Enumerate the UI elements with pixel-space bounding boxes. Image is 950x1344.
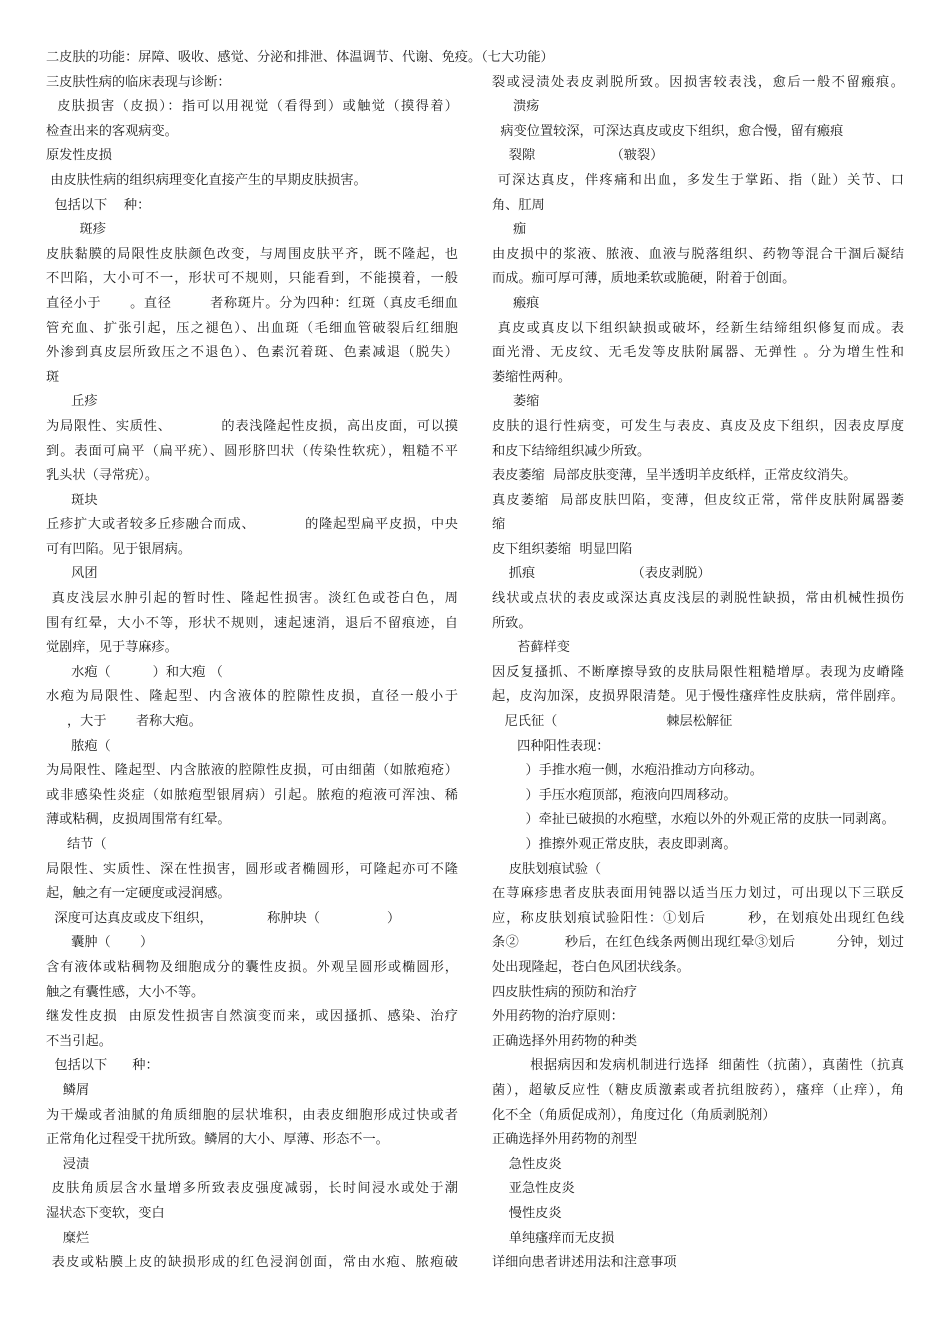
right-column-line: 皮下组织萎缩 明显凹陷 [492, 541, 633, 557]
left-column-line: 深度可达真皮或皮下组织， 称肿块（ ） [46, 910, 401, 926]
left-column-line: 包括以下 种： [46, 1058, 159, 1074]
right-column-line: 由皮损中的浆液、脓液、血液与脱落组织、药物等混合干涸后凝结 [492, 246, 904, 262]
right-column-line: 根据病因和发病机制进行选择 细菌性（抗菌），真菌性（抗真 [492, 1058, 904, 1074]
left-column-line: 可有凹陷。见于银屑病。 [46, 541, 192, 557]
left-column-line: 皮肤角质层含水量增多所致表皮强度减弱，长时间浸水或处于潮 [46, 1181, 458, 1197]
left-column-line: 原发性皮损 [46, 148, 112, 164]
right-column-line: 表皮萎缩 局部皮肤变薄，呈半透明羊皮纸样，正常皮纹消失。 [492, 468, 857, 484]
right-column-line: 病变位置较深，可深达真皮或皮下组织，愈合慢，留有瘢痕 [492, 123, 844, 139]
left-column-line: 或非感染性炎症（如脓疱型银屑病）引起。脓疱的疱液可浑浊、稀 [46, 787, 458, 803]
right-column-line: 应，称皮肤划痕试验阳性：①划后 秒，在划痕处出现红色线 [492, 910, 904, 926]
right-column-line: 正确选择外用药物的种类 [492, 1033, 638, 1049]
left-column-line: 风团 [46, 566, 98, 582]
right-column-line: ）推擦外观正常皮肤，表皮即剥离。 [492, 837, 737, 852]
right-column-line: 单纯瘙痒而无皮损 [492, 1230, 615, 1246]
right-column-line: 萎缩 [492, 394, 540, 410]
left-column-line: 不凹陷，大小可不一，形状可不规则，只能看到，不能摸着，一般 [46, 271, 458, 287]
right-column-line: 裂或浸渍处表皮剥脱所致。因损害较表浅，愈后一般不留瘢痕。 [492, 74, 904, 90]
left-column-line: 斑块 [46, 492, 98, 508]
left-column-line: 真皮浅层水肿引起的暂时性、隆起性损害。淡红色或苍白色，周 [46, 591, 458, 607]
right-column-line: 皮肤划痕试验（ [492, 861, 602, 877]
left-column-line: 湿状态下变软，变白 [46, 1205, 165, 1221]
left-column-line: 糜烂 [46, 1230, 90, 1246]
right-column-line: 四种阳性表现： [492, 738, 610, 754]
left-column-line: 为局限性、实质性、 的表浅隆起性皮损，高出皮面，可以摸 [46, 418, 458, 434]
left-column-line: 斑 [46, 369, 60, 385]
left-column-line: 由皮肤性病的组织病理变化直接产生的早期皮肤损害。 [46, 172, 367, 188]
left-column-line: 结节（ [46, 837, 107, 852]
left-column-line: 脓疱（ [46, 738, 111, 754]
right-column-line: 菌），超敏反应性（糖皮质激素或者抗组胺药），瘙痒（止痒），角 [492, 1082, 904, 1098]
left-column-line: 三皮肤性病的临床表现与诊断： [46, 74, 231, 90]
right-column-line: 面光滑、无皮纹、无毛发等皮肤附属器、无弹性 。分为增生性和 [492, 345, 904, 361]
right-column-line: ）手推水疱一侧，水疱沿推动方向移动。 [492, 763, 763, 779]
right-column-line: 详细向患者讲述用法和注意事项 [492, 1255, 677, 1271]
right-column-line: 苔藓样变 [492, 640, 570, 656]
left-column-line: 管充血、扩张引起，压之褪色）、出血斑（毛细血管破裂后红细胞 [46, 320, 458, 336]
left-column-line: 检查出来的客观病变。 [46, 123, 178, 139]
right-column-line: 和皮下结缔组织减少所致。 [492, 443, 651, 459]
left-column-line: 皮肤黏膜的局限性皮肤颜色改变，与周围皮肤平齐，既不隆起，也 [46, 246, 458, 262]
left-column-line: 围有红晕，大小不等，形状不规则，速起速消，退后不留痕迹，自 [46, 615, 458, 631]
right-column-line: 亚急性皮炎 [492, 1181, 575, 1197]
left-column-line: 丘疹扩大或者较多丘疹融合而成、 的隆起型扁平皮损，中央 [46, 517, 458, 533]
right-column-line: 因反复搔抓、不断摩擦导致的皮肤局限性粗糙增厚。表现为皮嵴隆 [492, 664, 904, 680]
right-column-line: 溃疡 [492, 99, 540, 115]
left-column-line: ，大于 者称大疱。 [46, 714, 202, 730]
left-column [46, 71, 458, 1276]
left-column-line: 起，触之有一定硬度或浸润感。 [46, 886, 231, 902]
right-column-line: 正确选择外用药物的剂型 [492, 1132, 638, 1148]
right-column-line: 化不全（角质促成剂），角度过化（角质剥脱剂） [492, 1107, 776, 1123]
left-column-line: 正常角化过程受干扰所致。鳞屑的大小、厚薄、形态不一。 [46, 1132, 389, 1148]
right-column-line: 急性皮炎 [492, 1156, 562, 1172]
right-column-line: 线状或点状的表皮或深达真皮浅层的剥脱性缺损，常由机械性损伤 [492, 591, 904, 607]
right-column-line: 所致。 [492, 615, 532, 631]
right-column-line: 痂 [492, 222, 527, 238]
left-column-line: 直径小于 。直径 者称斑片。分为四种：红斑（真皮毛细血 [46, 295, 458, 311]
right-column-line: 角、肛周 [492, 197, 545, 213]
left-column-line: 局限性、实质性、深在性损害，圆形或者椭圆形，可隆起亦可不隆 [46, 861, 458, 877]
right-column-line: 缩 [492, 517, 506, 533]
right-column-line: 处出现隆起，苍白色风团状线条。 [492, 959, 690, 975]
right-column-line: 萎缩性两种。 [492, 369, 572, 385]
right-column-line: 外用药物的治疗原则： [492, 1009, 624, 1025]
right-column-line: 可深达真皮，伴疼痛和出血，多发生于掌跖、指（趾）关节、口 [492, 172, 904, 188]
left-column-line: 表皮或粘膜上皮的缺损形成的红色浸润创面，常由水疱、脓疱破 [46, 1255, 458, 1271]
left-column-line: 浸渍 [46, 1156, 90, 1172]
left-column-line: 水疱（ ）和大疱 （ [46, 664, 223, 680]
left-column-line: 到。表面可扁平（扁平疣）、圆形脐凹状（传染性软疣），粗糙不平 [46, 443, 458, 459]
right-column-line: 起，皮沟加深，皮损界限清楚。见于慢性瘙痒性皮肤病，常伴剧痒。 [492, 689, 904, 705]
left-column-line: 为干燥或者油腻的角质细胞的层状堆积，由表皮细胞形成过快或者 [46, 1107, 458, 1123]
right-column [492, 71, 904, 1276]
left-column-line: 皮肤损害（皮损）：指可以用视觉（看得到）或触觉（摸得着） [46, 99, 458, 115]
right-column-line: 皮肤的退行性病变，可发生与表皮、真皮及皮下组织，因表皮厚度 [492, 418, 904, 434]
left-column-line: 薄或粘稠，皮损周围常有红晕。 [46, 812, 231, 828]
left-column-line: 触之有囊性感，大小不等。 [46, 984, 205, 1000]
left-column-line: 觉剧痒，见于荨麻疹。 [46, 640, 178, 656]
right-column-line: 裂隙 （皲裂） [492, 148, 664, 164]
left-column-line: 包括以下 种： [46, 197, 151, 213]
right-column-line: 条② 秒后，在红色线条两侧出现红晕③划后 分钟，划过 [492, 935, 904, 951]
left-column-line: 外渗到真皮层所致压之不退色）、色素沉着斑、色素减退（脱失） [46, 345, 458, 361]
right-column-line: 四皮肤性病的预防和治疗 [492, 984, 638, 1000]
left-column-line: 为局限性、隆起型、内含脓液的腔隙性皮损，可由细菌（如脓疱疮） [46, 763, 458, 779]
left-column-line: 乳头状（寻常疣）。 [46, 468, 159, 484]
right-column-line: 真皮萎缩 局部皮肤凹陷，变薄，但皮纹正常，常伴皮肤附属器萎 [492, 492, 904, 508]
left-column-line: 继发性皮损 由原发性损害自然演变而来，或因搔抓、感染、治疗 [46, 1009, 458, 1025]
left-column-line: 水疱为局限性、隆起型、内含液体的腔隙性皮损，直径一般小于 [46, 689, 458, 705]
right-column-line: ）牵扯已破损的水疱壁，水疱以外的外观正常的皮肤一同剥离。 [492, 812, 895, 828]
right-column-line: 瘢痕 [492, 295, 540, 311]
right-column-line: ）手压水疱顶部，疱液向四周移动。 [492, 787, 737, 803]
right-column-line: 慢性皮炎 [492, 1205, 562, 1221]
left-column-line: 不当引起。 [46, 1033, 112, 1049]
left-column-line: 斑疹 [46, 222, 106, 238]
right-column-line: 而成。痂可厚可薄，质地柔软或脆硬，附着于创面。 [492, 271, 796, 287]
left-column-line: 丘疹 [46, 394, 98, 410]
right-column-line: 抓痕 （表皮剥脱） [492, 566, 711, 582]
intro-line: 二皮肤的功能：屏障、吸收、感觉、分泌和排泄、体温调节、代谢、免疫。（七大功能） [46, 50, 554, 65]
right-column-line: 在荨麻疹患者皮肤表面用钝器以适当压力划过，可出现以下三联反 [492, 886, 904, 902]
right-column-line: 尼氏征（ 棘层松解征 [492, 714, 733, 730]
right-column-line: 真皮或真皮以下组织缺损或破坏，经新生结缔组织修复而成。表 [492, 320, 904, 336]
left-column-line: 鳞屑 [46, 1082, 90, 1098]
left-column-line: 含有液体或粘稠物及细胞成分的囊性皮损。外观呈圆形或椭圆形， [46, 959, 458, 975]
left-column-line: 囊肿（ ） [46, 935, 154, 951]
